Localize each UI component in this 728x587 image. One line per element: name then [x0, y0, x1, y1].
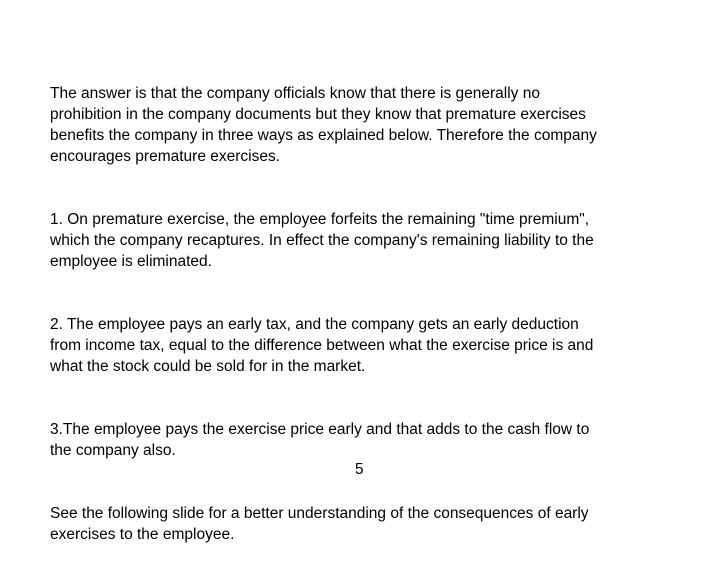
point-2-paragraph: 2. The employee pays an early tax, and the company gets an early deduction from income tax, equal to the difference between what the exercise price is and what the stock could be sold for in the market. — [50, 316, 594, 375]
point-3-paragraph: 3.The employee pays the exercise price early and that adds to the cash flow to the company also. — [50, 421, 590, 459]
intro-paragraph: The answer is that the company officials know that there is generally no prohibition in the company documents but they know that premature exercises benefits the company in three ways as explained below. Therefore the company encourages premature exercises. — [50, 85, 597, 165]
point-1-paragraph: 1. On premature exercise, the employee forfeits the remaining "time premium", which the company recaptures. In effect the company's remaining liability to the employee is eliminated. — [50, 211, 594, 270]
page-number: 5 — [355, 461, 364, 478]
closing-paragraph: See the following slide for a better understanding of the consequences of early exercises to the employee. — [50, 505, 589, 543]
slide-body — [50, 62, 700, 587]
